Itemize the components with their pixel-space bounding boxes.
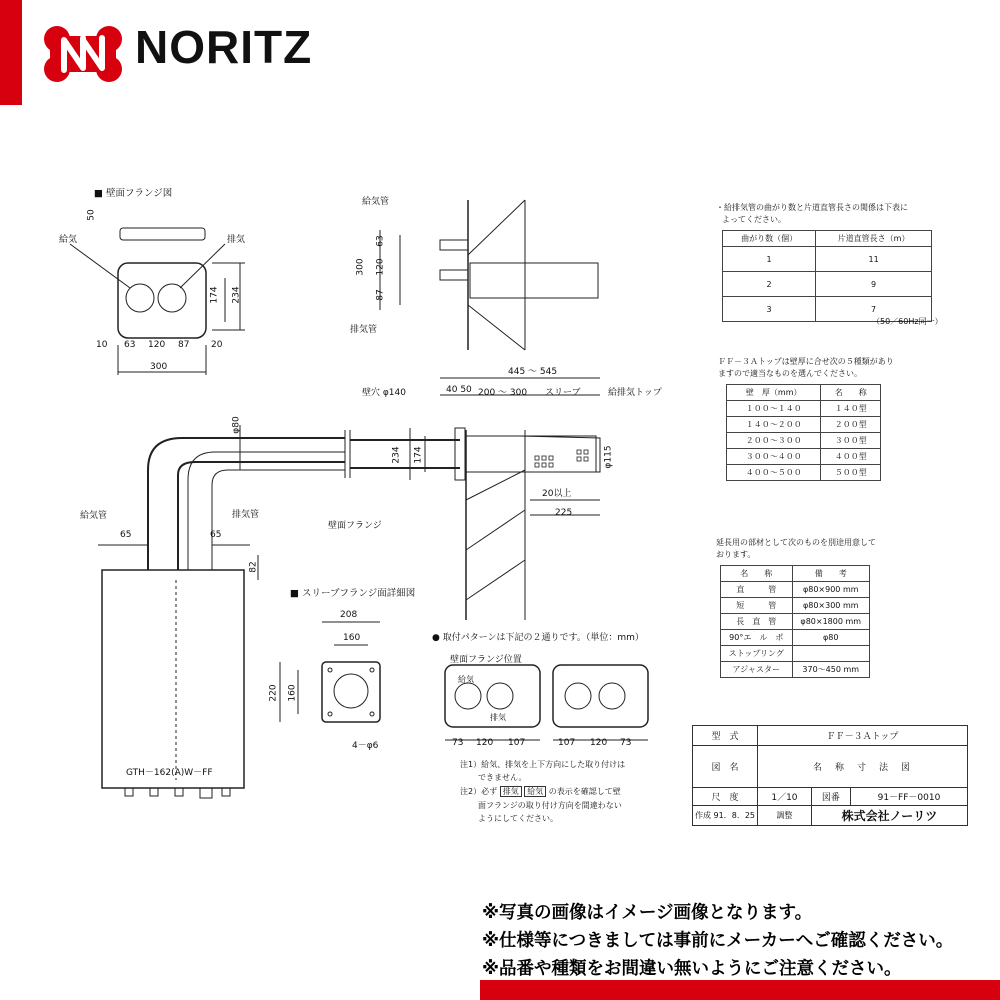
main-exhaust-label: 排気管	[232, 510, 260, 520]
sleeve-flange-title: ■ スリーブフランジ面詳細図	[290, 588, 416, 599]
dim-bottom-2: 120	[148, 340, 166, 350]
table-row: ３００～４００ ４００型	[727, 449, 881, 465]
tb-label-number: 図番	[811, 788, 850, 806]
note2-c: ようにしてください。	[478, 814, 558, 823]
tb-value-type: ＦＦ－３Ａトップ	[758, 726, 968, 746]
note1-a: 注1）給気、排気を上下方向にした取り付けは	[460, 760, 626, 769]
tb-label-type: 型 式	[693, 726, 758, 746]
flange-top-view	[120, 228, 205, 240]
dim-65b: 65	[210, 530, 222, 540]
ext-header-1: 備 考	[792, 566, 870, 582]
dim-bottom-0: 10	[96, 340, 108, 350]
dim-208: 208	[340, 610, 358, 620]
side-dim-300: 300	[355, 258, 366, 276]
wall-flange-part	[455, 428, 465, 480]
dim-160w: 160	[343, 633, 361, 643]
dim-phi80: φ80	[231, 416, 242, 434]
side-intake-label: 給気管	[362, 197, 390, 207]
tb-value-scale: 1／10	[758, 788, 812, 806]
mount-left-dim-2: 107	[508, 738, 526, 748]
tb-label-check: 調整	[758, 806, 812, 826]
dim-65a: 65	[120, 530, 132, 540]
tb-value-number: 91－FF－0010	[850, 788, 967, 806]
table-row: ４００～５００ ５００型	[727, 465, 881, 481]
dim-234: 234	[231, 286, 242, 304]
wall-flange-intake-label: 給気	[59, 235, 78, 245]
mount-left-exhaust: 排気	[490, 713, 506, 722]
dim-20plus: 20以上	[542, 489, 572, 499]
bend-header-0: 曲がり数（個）	[723, 231, 816, 247]
ext-header-0: 名 称	[721, 566, 793, 582]
table-row: 3 7	[723, 297, 932, 322]
sleeve-label: スリーブ	[545, 388, 581, 398]
table-row: ２００～３００ ３００型	[727, 433, 881, 449]
mount-right-dim-1: 120	[590, 738, 608, 748]
wall-hole-label: 壁穴 φ140	[362, 388, 406, 398]
dim-174: 174	[209, 286, 220, 304]
dim-40-50: 40 50	[446, 385, 472, 395]
wall-table	[726, 384, 881, 481]
dim-50: 50	[86, 209, 97, 221]
dim-234-main: 234	[391, 446, 402, 464]
flange-front-view	[118, 263, 206, 338]
sleeve-part	[466, 436, 596, 472]
footer-note-3: ※品番や種類をお間違い無いようにご注意ください。	[482, 959, 902, 979]
mount-right-dim-2: 73	[620, 738, 632, 748]
table-row: １４０～２００ ２００型	[727, 417, 881, 433]
dim-174-main: 174	[413, 446, 424, 464]
footer-red-bar	[480, 980, 1000, 1000]
mount-left-intake: 給気	[458, 675, 474, 684]
unit-model: GTH－162(A)W－FF	[126, 768, 213, 778]
wall-intro-1: ＦＦ－３Ａトップは壁厚に合せ次の５種類があり	[718, 357, 894, 366]
dim-160h: 160	[287, 684, 298, 702]
table-row: アジャスター 370～450 mm	[721, 662, 870, 678]
dim-445-545: 445 ～ 545	[508, 367, 558, 377]
tb-label-name: 図 名	[693, 746, 758, 788]
main-intake-label: 給気管	[80, 511, 108, 521]
dim-bottom-3: 87	[178, 340, 190, 350]
wall-intro-2: ますので適当なものを選んでください。	[718, 369, 862, 378]
dim-200-300: 200 ～ 300	[478, 388, 528, 398]
bend-intro-1: ・給排気管の曲がり数と片道直管長さの関係は下表に	[716, 203, 908, 212]
dim-220: 220	[268, 684, 279, 702]
flange-label: 壁面フランジ	[328, 521, 382, 531]
table-row: 直 管 φ80×900 mm	[721, 582, 870, 598]
wall-flange-exhaust-label: 排気	[227, 235, 246, 245]
note2-b: 面フランジの取り付け方向を間違わない	[478, 801, 622, 810]
tb-company: 株式会社ノーリツ	[811, 806, 967, 826]
ext-intro-1: 延長用の部材として次のものを別途用意して	[716, 538, 876, 547]
tb-value-name: 名 称 寸 法 図	[758, 746, 968, 788]
side-exhaust-label: 排気管	[350, 325, 378, 335]
bend-header-1: 片道直管長さ（m）	[816, 231, 932, 247]
tb-made: 作成 91．8．25	[693, 806, 758, 826]
bend-table	[722, 230, 932, 322]
side-dim-87: 87	[375, 289, 386, 301]
water-heater-unit	[102, 570, 244, 788]
side-dim-63: 63	[375, 235, 386, 247]
top-label: 給排気トップ	[608, 388, 662, 398]
table-row: ストップリング	[721, 646, 870, 662]
title-block	[692, 725, 968, 830]
intake-hole	[126, 284, 154, 312]
mount-left-dim-1: 120	[476, 738, 494, 748]
tb-label-scale: 尺 度	[693, 788, 758, 806]
exhaust-hole	[158, 284, 186, 312]
dim-bottom-1: 63	[124, 340, 136, 350]
bend-footnote: （50／60Hz同一）	[872, 317, 943, 326]
brand-name: NORITZ	[135, 21, 313, 73]
table-row: 1 11	[723, 247, 932, 272]
mount-right-dim-0: 107	[558, 738, 576, 748]
table-row: 2 9	[723, 272, 932, 297]
wall-header-0: 壁 厚（mm）	[727, 385, 821, 401]
ext-intro-2: おります。	[716, 550, 756, 559]
note2-a: 注2）必ず 排気 給気 の表示を確認して壁	[460, 787, 621, 796]
footer-note-1: ※写真の画像はイメージ画像となります。	[482, 903, 813, 923]
bend-intro-2: よってください。	[722, 215, 786, 224]
dim-300: 300	[150, 362, 168, 372]
dim-phi115: φ115	[603, 445, 614, 469]
dim-bottom-4: 20	[211, 340, 223, 350]
mount-left-dim-0: 73	[452, 738, 464, 748]
footer-note-2: ※仕様等につきましては事前にメーカーへご確認ください。	[482, 931, 954, 951]
mount-subtitle: 壁面フランジ位置	[450, 655, 522, 665]
table-row: 短 管 φ80×300 mm	[721, 598, 870, 614]
note1-b: できません。	[478, 773, 527, 782]
ext-table	[720, 565, 870, 678]
holes-label: 4－φ6	[352, 741, 379, 751]
wall-flange-title: ■ 壁面フランジ図	[94, 188, 173, 199]
side-dim-120: 120	[375, 258, 386, 276]
table-row: １００～１４０ １４０型	[727, 401, 881, 417]
table-row: 90°エ ル ボ φ80	[721, 630, 870, 646]
dim-82: 82	[248, 561, 259, 573]
wall-header-1: 名 称	[821, 385, 881, 401]
dim-225: 225	[555, 508, 573, 518]
mount-heading: ● 取付パターンは下記の２通りです。（単位：mm）	[432, 633, 644, 643]
table-row: 長 直 管 φ80×1800 mm	[721, 614, 870, 630]
